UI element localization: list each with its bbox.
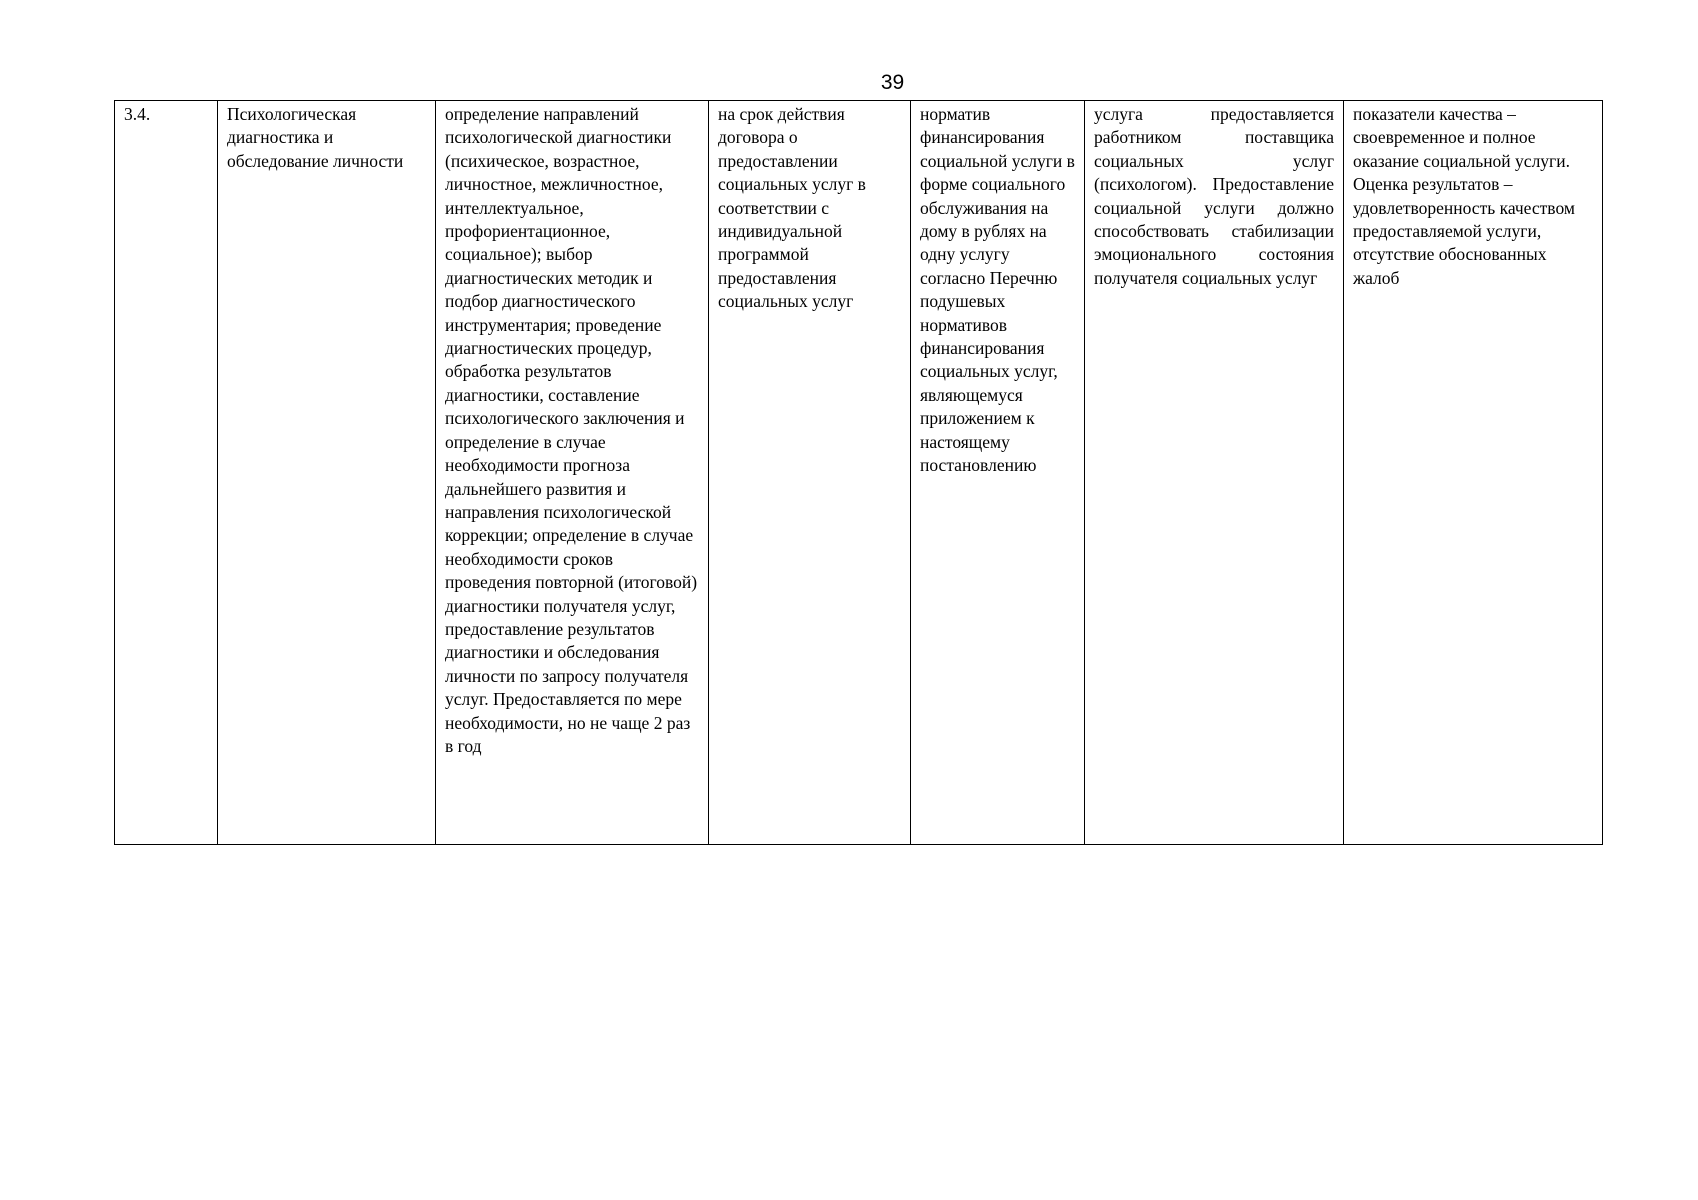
service-content-cell: определение направлений психологической диагностики (психическое, возрастное, личностное, межличностное, интеллектуальное, профориентационное, социальное); выбор диагностических методик и подбор диагностического инструментария; проведение диагностических процедур, обработка результатов диагностики, составление психологического заключения и определение в случае необходимости прогноза дальнейшего развития и направления психологической коррекции; определение в случае необходимости сроков проведения повторной (итоговой) диагностики получателя услуг, предоставление результатов диагностики и обследования личности по запросу получателя услуг. Предоставляется по мере необходимости, но не чаще 2 раз в год [436,101,709,845]
service-quality-cell: показатели качества – своевременное и полное оказание социальной услуги. Оценка результатов – удовлетворенность качеством предоставляемой услуги, отсутствие обоснованных жалоб [1344,101,1603,845]
page-number: 39 [880,71,905,94]
service-term-cell: на срок действия договора о предоставлении социальных услуг в соответствии с индивидуальной программой предоставления социальных услуг [709,101,911,845]
service-conditions-cell: услуга предоставляется работником поставщика социальных услуг (психологом). Предоставление социальной услуги должно способствовать стабилизации эмоционального состояния получателя социальных услуг [1085,101,1344,845]
service-norm-cell: норматив финансирования социальной услуги в форме социального обслуживания на дому в рублях на одну услугу согласно Перечню подушевых нормативов финансирования социальных услуг, являющемуся приложением к настоящему постановлению [911,101,1085,845]
table-row [115,101,1603,845]
service-name-cell: Психологическая диагностика и обследование личности [218,101,436,845]
row-number-cell: 3.4. [115,101,218,845]
services-table [114,100,1603,845]
